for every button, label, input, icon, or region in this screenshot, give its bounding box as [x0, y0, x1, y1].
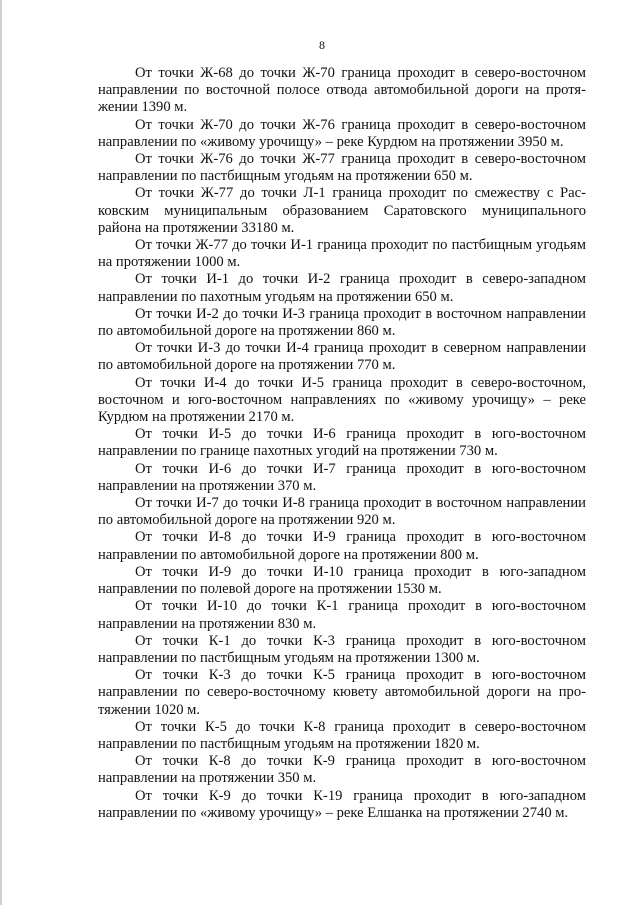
boundary-paragraph-16: От точки К-1 до точки К-3 граница проходит в юго-восточном направлении по пастбищным угодьям на протяжении 1300 м. — [98, 632, 586, 666]
boundary-paragraph-13: От точки И-8 до точки И-9 граница проходит в юго-восточном направлении по автомобильной дороге на протяжении 800 м. — [98, 529, 586, 563]
boundary-paragraph-12: От точки И-7 до точки И-8 граница проходит в восточном направлении по автомобильной дороге на протяжении 920 м. — [98, 495, 586, 529]
boundary-paragraph-10: От точки И-5 до точки И-6 граница проходит в юго-восточном направлении по границе пахотных угодий на протяжении 730 м. — [98, 426, 586, 460]
page-number: 8 — [319, 38, 325, 52]
boundary-paragraph-19: От точки К-8 до точки К-9 граница проходит в юго-восточном направлении на протяжении 350 м. — [98, 753, 586, 787]
boundary-paragraph-2: От точки Ж-70 до точки Ж-76 граница проходит в северо-восточном направлении по «живому урочищу» – реке Курдюм на протяжении 3950 м. — [98, 116, 586, 150]
boundary-paragraph-4: От точки Ж-77 до точки Л-1 граница проходит по смежеству с Расковским муниципальным образованием Саратовского муниципального района на протяжении 33180 м. — [98, 185, 586, 236]
boundary-paragraph-20: От точки К-9 до точки К-19 граница проходит в юго-западном направлении по «живому урочищу» – реке Елшанка на протяжении 2740 м. — [98, 787, 586, 821]
boundary-paragraph-8: От точки И-3 до точки И-4 граница проходит в северном направлении по автомобильной дороге на протяжении 770 м. — [98, 340, 586, 374]
boundary-paragraph-5: От точки Ж-77 до точки И-1 граница проходит по пастбищным угодьям на протяжении 1000 м. — [98, 237, 586, 271]
boundary-paragraph-18: От точки К-5 до точки К-8 граница проходит в северо-восточном направлении по пастбищным угодьям на протяжении 1820 м. — [98, 718, 586, 752]
boundary-paragraph-11: От точки И-6 до точки И-7 граница проходит в юго-восточном направлении на протяжении 370 м. — [98, 460, 586, 494]
boundary-paragraph-15: От точки И-10 до точки К-1 граница проходит в юго-восточном направлении на протяжении 830 м. — [98, 598, 586, 632]
boundary-paragraph-3: От точки Ж-76 до точки Ж-77 граница проходит в северо-восточном направлении по пастбищным угодьям на протяжении 650 м. — [98, 151, 586, 185]
boundary-paragraph-14: От точки И-9 до точки И-10 граница проходит в юго-западном направлении по полевой дороге на протяжении 1530 м. — [98, 563, 586, 598]
boundary-paragraph-7: От точки И-2 до точки И-3 граница проходит в восточном направлении по автомобильной дороге на протяжении 860 м. — [98, 305, 586, 340]
boundary-paragraph-9: От точки И-4 до точки И-5 граница проходит в северо-восточном, восточном и юго-восточном направлениях по «живому урочищу» – реке Курдюм на протяжении 2170 м. — [98, 374, 586, 426]
boundary-paragraph-1: От точки Ж-68 до точки Ж-70 граница проходит в северо-восточном направлении по восточной полосе отвода автомобильной дороги на протяжении 1390 м. — [98, 65, 586, 116]
boundary-paragraph-17: От точки К-3 до точки К-5 граница проходит в юго-восточном направлении по северо-восточному кювету автомобильной дороги на протяжении 1020 м. — [98, 667, 586, 718]
document-body — [98, 65, 586, 822]
boundary-paragraph-6: От точки И-1 до точки И-2 граница проходит в северо-западном направлении по пахотным угодьям на протяжении 650 м. — [98, 271, 586, 305]
